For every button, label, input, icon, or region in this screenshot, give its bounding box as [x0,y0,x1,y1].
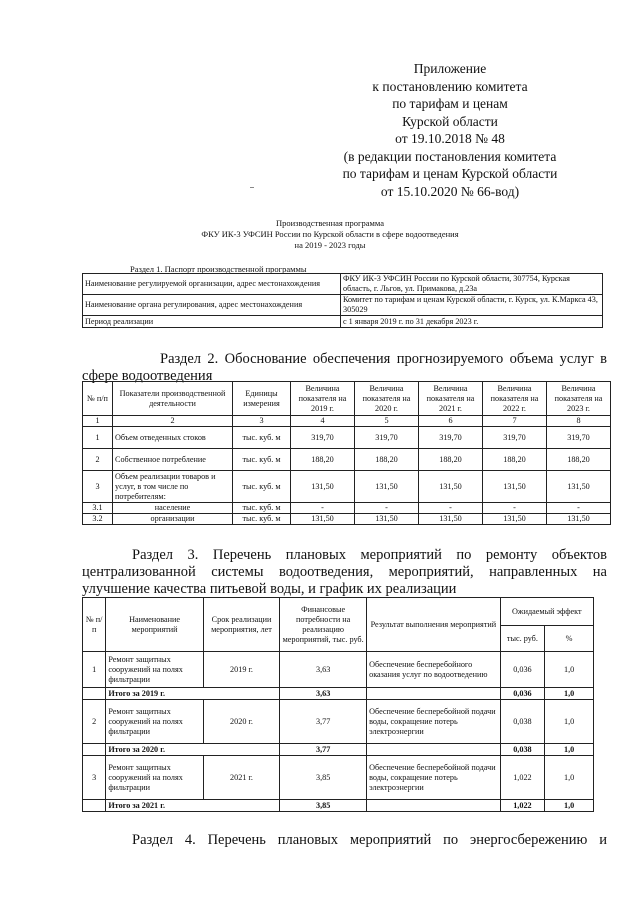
column-number: 2 [113,416,233,427]
empty-cell [367,744,501,756]
effect-pct: 1,0 [545,652,594,688]
unit: тыс. куб. м [233,449,291,471]
unit: тыс. куб. м [233,514,291,525]
program-title-line: ФКУ ИК-3 УФСИН России по Курской области в сфере водоотведения [201,229,459,239]
value-cell: 131,50 [483,514,547,525]
value-cell: 131,50 [355,514,419,525]
column-header: Показатели производственной деятельности [113,382,233,416]
effect-thous: 1,022 [500,756,545,800]
total-thous: 0,036 [500,688,545,700]
value-cell: - [291,503,355,514]
column-header: Финансовые потребности на реализацию мероприятий, тыс. руб. [280,598,367,652]
row-number: 2 [83,449,113,471]
value-cell: 131,50 [547,514,611,525]
total-finance: 3,63 [280,688,367,700]
effect-thous: 0,038 [500,700,545,744]
table-header-row [83,382,611,416]
unit: тыс. куб. м [233,427,291,449]
total-thous: 1,022 [500,800,545,812]
table-row [83,449,611,471]
value-cell: 319,70 [419,427,483,449]
column-header: Величина показателя на 2020 г. [355,382,419,416]
total-pct: 1,0 [545,688,594,700]
value-cell: - [419,503,483,514]
total-label: Итого за 2019 г. [106,688,280,700]
value-cell: 131,50 [291,471,355,503]
value-cell: 188,20 [291,449,355,471]
measure-result: Обеспечение бесперебойной подачи воды, сокращение потерь электроэнергии [367,700,501,744]
indicator-name: Объем отведенных стоков [113,427,233,449]
table-cell: Наименование органа регулирования, адрес местонахождения [83,295,341,316]
value-cell: 319,70 [291,427,355,449]
effect-pct: 1,0 [545,700,594,744]
measure-name: Ремонт защитных сооружений на полях фильтрации [106,700,204,744]
column-header: Величина показателя на 2023 г. [547,382,611,416]
appendix-line: (в редакции постановления комитета [343,148,557,164]
column-number: 7 [483,416,547,427]
row-number: 1 [83,652,106,688]
value-cell: 131,50 [419,471,483,503]
column-header: Ожидаемый эффект [500,598,593,626]
effect-pct: 1,0 [545,756,594,800]
program-title-line: Производственная программа [276,218,384,228]
table-header-row [83,598,594,626]
table-row [83,652,594,688]
value-cell: 319,70 [547,427,611,449]
column-header: № п/п [83,598,106,652]
column-header: % [545,626,594,652]
table-row [83,514,611,525]
value-cell: 131,50 [355,471,419,503]
total-thous: 0,038 [500,744,545,756]
appendix-line: от 19.10.2018 № 48 [395,131,505,146]
measure-term: 2020 г. [203,700,279,744]
appendix-header [300,60,600,200]
measure-term: 2021 г. [203,756,279,800]
unit: тыс. куб. м [233,471,291,503]
program-title-line: на 2019 - 2023 годы [294,240,366,250]
table-cell: Комитет по тарифам и ценам Курской области, г. Курск, ул. К.Маркса 43, 305029 [341,295,603,316]
empty-cell [83,744,106,756]
value-cell: 131,50 [291,514,355,525]
table-row [83,274,603,295]
indicator-name: население [113,503,233,514]
column-number: 4 [291,416,355,427]
column-number-row [83,416,611,427]
indicator-name: Объем реализации товаров и услуг, в том числе по потребителям: [113,471,233,503]
measure-name: Ремонт защитных сооружений на полях фильтрации [106,652,204,688]
table-row [83,427,611,449]
empty-cell [83,688,106,700]
value-cell: 131,50 [547,471,611,503]
appendix-line: к постановлению комитета [372,78,528,94]
value-cell: 131,50 [419,514,483,525]
effect-thous: 0,036 [500,652,545,688]
empty-cell [367,688,501,700]
total-pct: 1,0 [545,744,594,756]
indicator-name: Собственное потребление [113,449,233,471]
column-header: № п/п [83,382,113,416]
appendix-line: Курской области [402,113,498,129]
measure-finance: 3,77 [280,700,367,744]
total-label: Итого за 2020 г. [106,744,280,756]
row-number: 3.2 [83,514,113,525]
appendix-line: по тарифам и ценам [392,96,508,111]
value-cell: 188,20 [419,449,483,471]
row-number: 3 [83,471,113,503]
section4-title: Раздел 4. Перечень плановых мероприятий по энергосбережению и [132,832,607,848]
column-header: Величина показателя на 2021 г. [419,382,483,416]
measure-term: 2019 г. [203,652,279,688]
table-row [83,295,603,316]
section2-title: Раздел 2. Обоснование обеспечения прогнозируемого объема услуг в сфере водоотведения [82,351,607,384]
value-cell: 319,70 [483,427,547,449]
value-cell: 188,20 [355,449,419,471]
value-cell: - [483,503,547,514]
table-cell: с 1 января 2019 г. по 31 декабря 2023 г. [341,316,603,328]
column-header: Величина показателя на 2019 г. [291,382,355,416]
column-number: 5 [355,416,419,427]
value-cell: 188,20 [483,449,547,471]
measure-name: Ремонт защитных сооружений на полях фильтрации [106,756,204,800]
section1-title: Раздел 1. Паспорт производственной программы [130,264,307,274]
row-number: 3 [83,756,106,800]
measure-result: Обеспечение бесперебойного оказания услуг по водоотведению [367,652,501,688]
table-cell: Наименование регулируемой организации, адрес местонахождения [83,274,341,295]
appendix-line: Приложение [413,61,487,76]
table-row [83,471,611,503]
column-header: Срок реализации мероприятия, лет [203,598,279,652]
measure-finance: 3,63 [280,652,367,688]
passport-table [82,273,603,328]
total-row [83,800,594,812]
value-cell: 319,70 [355,427,419,449]
column-header: Единицы измерения [233,382,291,416]
row-number: 2 [83,700,106,744]
unit: тыс. куб. м [233,503,291,514]
column-number: 6 [419,416,483,427]
value-cell: 188,20 [547,449,611,471]
total-label: Итого за 2021 г. [106,800,280,812]
total-finance: 3,77 [280,744,367,756]
table-row [83,316,603,328]
column-header: Величина показателя на 2022 г. [483,382,547,416]
scan-dot [250,187,254,188]
total-row [83,744,594,756]
row-number: 1 [83,427,113,449]
empty-cell [83,800,106,812]
program-title [110,218,550,251]
total-row [83,688,594,700]
column-number: 1 [83,416,113,427]
table-row [83,700,594,744]
column-header: тыс. руб. [500,626,545,652]
table-row [83,503,611,514]
measures-table [82,597,594,812]
empty-cell [367,800,501,812]
column-header: Наименование мероприятий [106,598,204,652]
total-finance: 3,85 [280,800,367,812]
total-pct: 1,0 [545,800,594,812]
measure-result: Обеспечение бесперебойной подачи воды, сокращение потерь электроэнергии [367,756,501,800]
table-row [83,756,594,800]
appendix-line: по тарифам и ценам Курской области [342,166,558,181]
column-header: Результат выполнения мероприятий [367,598,501,652]
table-cell: Период реализации [83,316,341,328]
measure-finance: 3,85 [280,756,367,800]
section3-title: Раздел 3. Перечень плановых мероприятий по ремонту объектов централизованной системы водоотведения, мероприятий, направленных на улучшение качества питьевой воды, и график их реализации [82,547,607,597]
appendix-line: от 15.10.2020 № 66-вод) [380,183,520,199]
value-cell: - [355,503,419,514]
column-number: 8 [547,416,611,427]
value-cell: 131,50 [483,471,547,503]
row-number: 3.1 [83,503,113,514]
value-cell: - [547,503,611,514]
volume-table [82,381,611,525]
column-number: 3 [233,416,291,427]
table-cell: ФКУ ИК-3 УФСИН России по Курской области, 307754, Курская область, г. Льгов, ул. Примакова, д.23а [341,274,603,295]
indicator-name: организации [113,514,233,525]
